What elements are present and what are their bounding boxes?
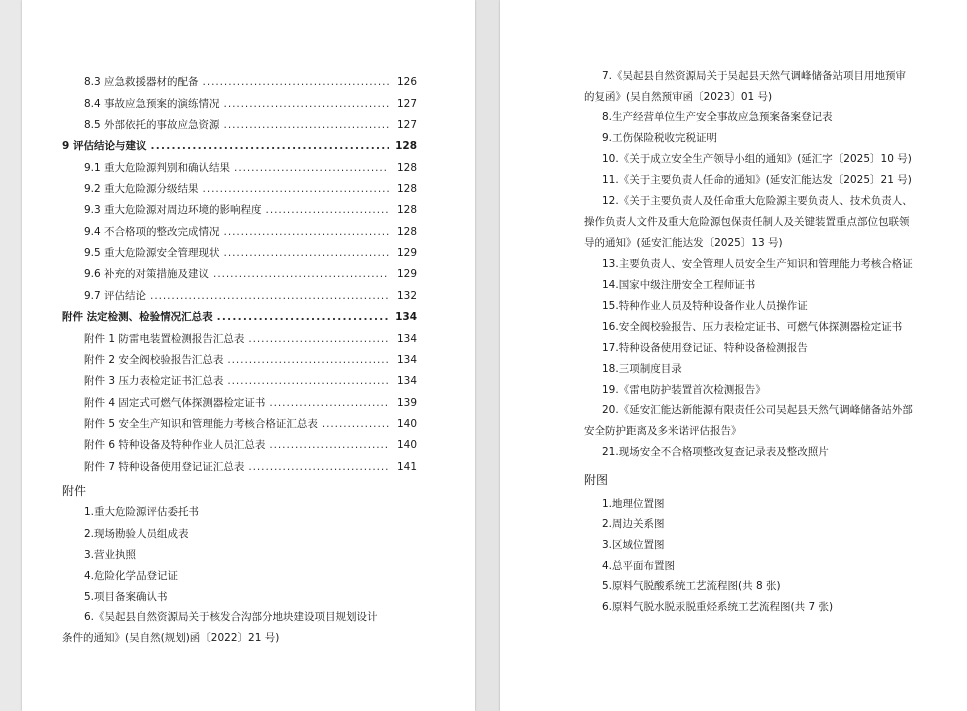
toc-leader-dots: [213, 268, 389, 280]
attachment-item: 20.《延安汇能达新能源有限责任公司吴起县天然气调峰储备站外部安全防护距离及多米诺评估报告》: [584, 404, 913, 437]
toc-entry-label: 9.1 重大危险源判别和确认结果: [84, 162, 231, 174]
toc-leader-dots: [269, 397, 389, 409]
toc-entry[interactable]: [62, 74, 417, 96]
toc-entry-label: 9.4 不合格项的整改完成情况: [84, 226, 220, 238]
figure-item: 4.总平面布置图: [602, 560, 676, 572]
attachment-item: 19.《雷电防护装置首次检测报告》: [602, 384, 766, 396]
attachment-item: 4.危险化学品登记证: [84, 570, 179, 582]
toc-leader-dots: [248, 333, 389, 345]
toc-page-number: 134: [396, 333, 417, 345]
toc-entry-label: 附件 6 特种设备及特种作业人员汇总表: [84, 439, 266, 451]
toc-page-number: 140: [396, 418, 417, 430]
toc-page-number: 134: [395, 311, 417, 323]
figure-item: 5.原料气脱酸系统工艺流程图(共 8 张): [602, 580, 781, 592]
toc-entry-label: 9.3 重大危险源对周边环境的影响程度: [84, 204, 262, 216]
toc-entry-label: 附件 2 安全阀校验报告汇总表: [84, 354, 224, 366]
figure-item: 3.区域位置图: [602, 539, 665, 551]
document-page-left: [22, 0, 475, 711]
toc-entry-label: 9 评估结论与建议: [62, 140, 147, 152]
toc-page-number: 134: [396, 375, 417, 387]
toc-entry[interactable]: [62, 416, 417, 438]
attachment-item: 18.三项制度目录: [602, 363, 682, 375]
toc-entry[interactable]: [62, 352, 417, 374]
toc-page-number: 132: [396, 290, 417, 302]
toc-entry[interactable]: [62, 96, 417, 118]
toc-entry[interactable]: [62, 245, 417, 267]
toc-page-number: 129: [396, 268, 417, 280]
toc-leader-dots: [269, 439, 389, 451]
attachment-item: 5.项目备案确认书: [84, 591, 168, 603]
toc-entry-label: 附件 1 防雷电装置检测报告汇总表: [84, 333, 245, 345]
toc-leader-dots: [266, 204, 389, 216]
toc-page-number: 128: [395, 140, 417, 152]
toc-page-number: 128: [396, 204, 417, 216]
toc-entry-label: 9.2 重大危险源分级结果: [84, 183, 199, 195]
toc-entry[interactable]: [62, 117, 417, 139]
attachment-item: 15.特种作业人员及特种设备作业人员操作证: [602, 300, 808, 312]
toc-leader-dots: [224, 226, 389, 238]
table-of-contents: [62, 0, 417, 480]
toc-entry[interactable]: [62, 309, 417, 331]
toc-entry-label: 附件 4 固定式可燃气体探测器检定证书: [84, 397, 266, 409]
attachment-item: 17.特种设备使用登记证、特种设备检测报告: [602, 342, 808, 354]
attachments-heading: 附件: [62, 484, 87, 498]
attachment-item: 11.《关于主要负责人任命的通知》(延安汇能达发〔2025〕21 号): [602, 174, 912, 186]
toc-entry[interactable]: [62, 138, 417, 160]
toc-entry-label: 8.5 外部依托的事故应急资源: [84, 119, 220, 131]
attachment-item: 9.工伤保险税收完税证明: [602, 132, 718, 144]
toc-leader-dots: [203, 183, 389, 195]
attachment-item: 3.营业执照: [84, 549, 137, 561]
figure-item: 1.地理位置图: [602, 498, 665, 510]
attachment-item: 12.《关于主要负责人及任命重大危险源主要负责人、技术负责人、操作负责人文件及重大危险源包保责任制人及关键装置重点部位包联领导的通知》(延安汇能达发〔2025〕13 号): [584, 195, 913, 249]
toc-entry-label: 附件 5 安全生产知识和管理能力考核合格证汇总表: [84, 418, 318, 430]
figures-heading: 附图: [584, 473, 609, 487]
toc-page-number: 134: [396, 354, 417, 366]
toc-leader-dots: [224, 98, 389, 110]
toc-entry[interactable]: [62, 181, 417, 203]
toc-page-number: 128: [396, 183, 417, 195]
toc-leader-dots: [248, 461, 389, 473]
document-page-right: [500, 0, 967, 711]
toc-leader-dots: [224, 247, 389, 259]
toc-entry[interactable]: [62, 331, 417, 353]
toc-entry[interactable]: [62, 373, 417, 395]
toc-page-number: 127: [396, 119, 417, 131]
attachment-item: 10.《关于成立安全生产领导小组的通知》(延汇字〔2025〕10 号): [602, 153, 912, 165]
attachment-item: 13.主要负责人、安全管理人员安全生产知识和管理能力考核合格证: [602, 258, 913, 270]
attachment-item: 16.安全阀校验报告、压力表检定证书、可燃气体探测器检定证书: [602, 321, 903, 333]
toc-leader-dots: [234, 162, 389, 174]
toc-leader-dots: [227, 354, 389, 366]
toc-leader-dots: [224, 119, 389, 131]
toc-entry[interactable]: [62, 160, 417, 182]
attachment-item: 14.国家中级注册安全工程师证书: [602, 279, 756, 291]
toc-entry[interactable]: [62, 459, 417, 481]
toc-leader-dots: [227, 375, 389, 387]
toc-page-number: 128: [396, 162, 417, 174]
toc-entry-label: 附件 法定检测、检验情况汇总表: [62, 311, 213, 323]
toc-entry[interactable]: [62, 266, 417, 288]
attachment-item: 21.现场安全不合格项整改复查记录表及整改照片: [602, 446, 829, 458]
toc-page-number: 141: [396, 461, 417, 473]
toc-page-number: 129: [396, 247, 417, 259]
toc-page-number: 128: [396, 226, 417, 238]
toc-entry-label: 9.5 重大危险源安全管理现状: [84, 247, 220, 259]
toc-page-number: 126: [396, 76, 417, 88]
toc-entry[interactable]: [62, 437, 417, 459]
toc-entry-label: 8.4 事故应急预案的演练情况: [84, 98, 220, 110]
toc-entry-label: 附件 3 压力表检定证书汇总表: [84, 375, 224, 387]
attachment-item: 1.重大危险源评估委托书: [84, 506, 200, 518]
toc-entry[interactable]: [62, 288, 417, 310]
toc-leader-dots: [150, 140, 389, 152]
toc-entry-label: 8.3 应急救援器材的配备: [84, 76, 199, 88]
toc-page-number: 127: [396, 98, 417, 110]
toc-entry[interactable]: [62, 202, 417, 224]
attachment-item: 6.《吴起县自然资源局关于核发合沟部分地块建设项目规划设计条件的通知》(吴自然(规划)函〔2022〕21 号): [62, 611, 378, 644]
toc-entry-label: 9.7 评估结论: [84, 290, 147, 302]
figure-item: 2.周边关系图: [602, 518, 665, 530]
toc-entry-label: 附件 7 特种设备使用登记证汇总表: [84, 461, 245, 473]
figure-item: 6.原料气脱水脱汞脱重烃系统工艺流程图(共 7 张): [602, 601, 834, 613]
toc-entry[interactable]: [62, 224, 417, 246]
toc-leader-dots: [322, 418, 389, 430]
toc-entry[interactable]: [62, 395, 417, 417]
toc-page-number: 139: [396, 397, 417, 409]
attachment-item: 8.生产经营单位生产安全事故应急预案备案登记表: [602, 111, 833, 123]
attachment-item: 2.现场勘验人员组成表: [84, 528, 189, 540]
page-gutter: [475, 0, 500, 711]
toc-leader-dots: [150, 290, 389, 302]
toc-leader-dots: [203, 76, 389, 88]
toc-entry-label: 9.6 补充的对策措施及建议: [84, 268, 210, 280]
toc-page-number: 140: [396, 439, 417, 451]
toc-leader-dots: [217, 311, 389, 323]
attachment-item: 7.《吴起县自然资源局关于吴起县天然气调峰储备站项目用地预审的复函》(吴自然预审函〔2023〕01 号): [584, 70, 907, 103]
